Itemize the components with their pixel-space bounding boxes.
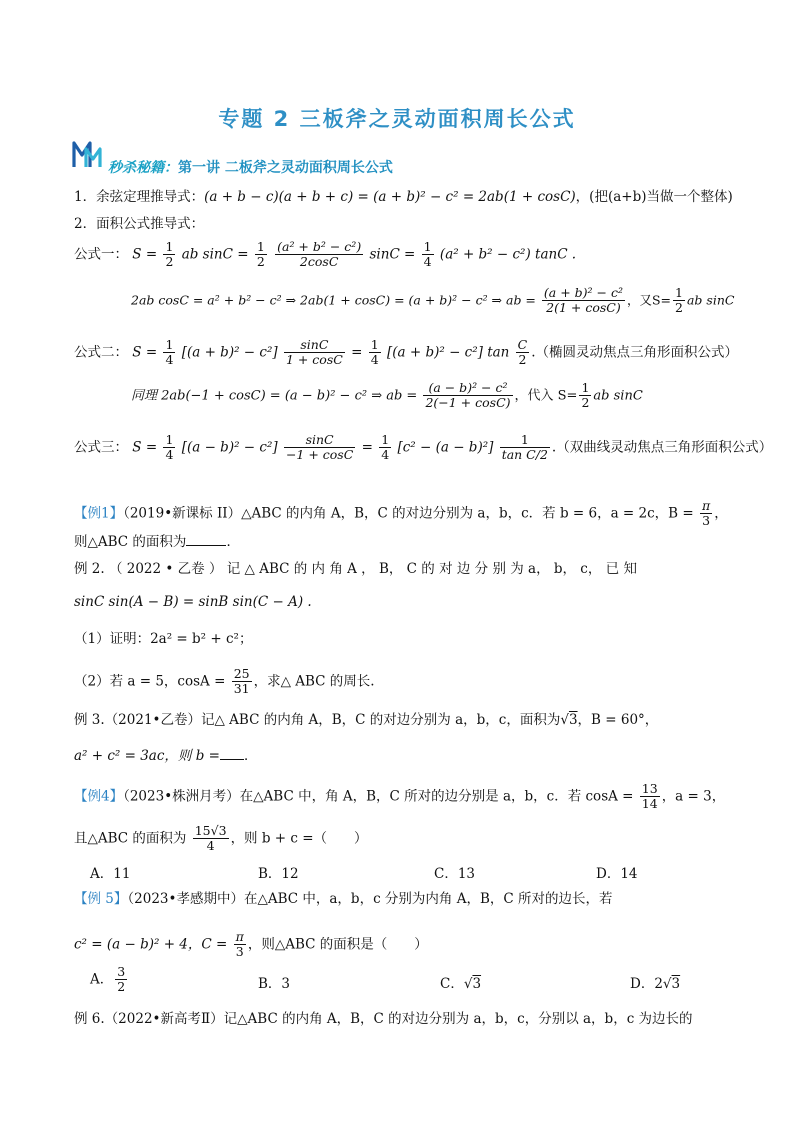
- fraction: [640, 782, 660, 812]
- punct: ．: [243, 748, 258, 764]
- numerator: 1: [675, 285, 683, 300]
- option-label: A．: [90, 971, 114, 988]
- note: .（椭圆灵动焦点三角形面积公式）: [531, 344, 739, 361]
- numerator: 1: [370, 337, 379, 352]
- formula-two: [74, 338, 738, 368]
- denominator: 14: [641, 796, 658, 812]
- sqrt: √3: [560, 712, 578, 728]
- numerator: 1: [423, 239, 432, 254]
- fraction: [700, 499, 712, 529]
- fraction: [542, 286, 625, 316]
- option-c[interactable]: C．√3: [440, 976, 482, 992]
- numerator: 1: [165, 337, 174, 352]
- denominator: 4: [381, 447, 390, 463]
- denominator: 31: [233, 681, 250, 697]
- denominator: 3: [235, 944, 244, 960]
- denominator: tan C/2: [501, 447, 548, 463]
- denominator: −1 + cosC: [285, 447, 354, 463]
- punct: ，: [714, 505, 728, 522]
- question-text: ，则△ABC 的面积是（ ）: [247, 936, 428, 953]
- page-title: 专题 2 三板斧之灵动面积周长公式: [218, 107, 576, 131]
- denominator: 2: [581, 395, 590, 411]
- fraction: [234, 930, 246, 960]
- fraction: [673, 286, 685, 316]
- question-text: c² = (a − b)² + 4，C =: [74, 936, 228, 953]
- denominator: 4: [370, 352, 379, 368]
- question-text: （2）若 a = 5，cosA =: [74, 673, 226, 690]
- question-text: ，B = 60°，: [577, 712, 659, 728]
- numerator: sinC: [284, 338, 345, 353]
- denominator: 2(−1 + cosC): [425, 395, 511, 411]
- example-3-line1: [74, 714, 658, 728]
- example-5-line1: [74, 893, 613, 907]
- radicand: 3: [671, 976, 681, 992]
- numerator: 1: [165, 239, 174, 254]
- fraction: [284, 338, 345, 368]
- fraction: [115, 965, 127, 995]
- section-subtitle: [108, 157, 393, 177]
- option-b[interactable]: B．12: [258, 866, 299, 882]
- math: =: [351, 344, 363, 361]
- question-text: （2023•株洲月考）在△ABC 中，角 A，B，C 所对的边分别是 a，b，c．若 cosA =: [123, 788, 634, 805]
- numerator: π: [702, 498, 711, 513]
- option-d[interactable]: D．14: [596, 866, 638, 882]
- option-a[interactable]: [90, 965, 129, 995]
- question-text: ，a = 3，: [661, 788, 726, 805]
- example-tag: 【例1】: [74, 505, 124, 522]
- question-text: 例 3.（2021•乙卷）记△ ABC 的内角 A，B，C 的对边分别为 a，b，c，面积为: [74, 712, 561, 728]
- math: S =: [132, 344, 158, 361]
- formula-one: [74, 240, 576, 270]
- fraction: [163, 433, 175, 463]
- fraction: [232, 667, 252, 697]
- numerator: 3: [117, 964, 126, 979]
- item-area-derivation: 2．面积公式推导式：: [74, 216, 205, 232]
- fraction: [163, 240, 175, 270]
- math: [(a + b)² − c²]: [181, 344, 278, 361]
- answer-blank[interactable]: [186, 533, 226, 546]
- numerator: π: [235, 929, 244, 944]
- denominator: 4: [165, 447, 174, 463]
- denominator: 4: [165, 352, 174, 368]
- example-3-line2: [74, 747, 257, 764]
- math: 同理 2ab(−1 + cosC) = (a − b)² − c² ⇒ ab =: [131, 388, 418, 404]
- option-c[interactable]: C．13: [434, 866, 476, 882]
- formula-label: 公式三：: [74, 439, 128, 456]
- denominator: 2: [256, 254, 265, 270]
- option-b[interactable]: B．3: [258, 976, 291, 992]
- radicand: 3: [568, 712, 578, 728]
- formula-label: 公式一：: [74, 246, 128, 263]
- punct: ．: [226, 534, 240, 550]
- question-text: a² + c² = 3ac，则 b =: [74, 748, 220, 764]
- numerator: 1: [381, 432, 390, 447]
- text: ，又S=: [626, 292, 672, 308]
- example-5-line2: [74, 930, 428, 960]
- numerator: (a − b)² − c²: [423, 381, 512, 396]
- math: S =: [132, 439, 158, 456]
- denominator: 1 + cosC: [285, 352, 343, 368]
- numerator: 1: [256, 239, 265, 254]
- denominator: 2(1 + cosC): [546, 300, 621, 316]
- answer-blank[interactable]: [220, 747, 244, 760]
- denominator: 3: [702, 513, 711, 529]
- fraction: [163, 338, 175, 368]
- question-text: 则△ABC 的面积为: [74, 534, 187, 550]
- math: S =: [132, 246, 158, 263]
- numerator: 1: [581, 380, 590, 395]
- question-text: ，求△ ABC 的周长.: [253, 673, 375, 690]
- item-cosine-derivation: [74, 191, 733, 205]
- question-text: （2023•孝感期中）在△ABC 中，a，b，c 分别为内角 A，B，C 所对的边长，若: [127, 891, 613, 907]
- denominator: 4: [206, 838, 215, 854]
- numerator: 1: [165, 432, 174, 447]
- formula-label: 公式二：: [74, 344, 128, 361]
- subtitle-text: 第一讲 二板斧之灵动面积周长公式: [178, 160, 393, 176]
- math: ab sinC: [593, 388, 643, 404]
- numerator: 1: [500, 433, 550, 448]
- denominator: 2: [117, 979, 126, 995]
- math: sinC =: [369, 246, 416, 263]
- example-tag: 【例4】: [74, 788, 124, 805]
- fraction: [579, 381, 591, 411]
- example-6-line1: 例 6.（2022•新高考Ⅱ）记△ABC 的内角 A，B，C 的对边分别为 a，b，c，分别以 a，b，c 为边长的: [74, 1011, 693, 1027]
- math: [c² − (a − b)²]: [397, 439, 494, 456]
- math: 2ab cosC = a² + b² − c² ⇒ 2ab(1 + cosC) = (a + b)² − c² ⇒ ab =: [131, 292, 536, 308]
- formula: (a + b − c)(a + b + c) = (a + b)² − c² = 2ab(1 + cosC): [204, 189, 576, 205]
- example-2-line2: sinC sin(A − B) = sinB sin(C − A) .: [74, 594, 312, 610]
- fraction: [193, 824, 229, 854]
- example-tag: 【例 5】: [74, 891, 128, 907]
- text: ，代入 S=: [514, 388, 578, 404]
- numerator: C: [517, 337, 528, 352]
- fraction: [379, 433, 391, 463]
- option-d[interactable]: D．2√3: [630, 976, 681, 992]
- item-label: 1．余弦定理推导式：: [74, 189, 205, 205]
- fraction: [423, 381, 512, 411]
- math: [(a + b)² − c²] tan: [386, 344, 510, 361]
- derivation-one: [131, 286, 734, 316]
- numerator: sinC: [284, 433, 355, 448]
- example-2-line1: 例 2. （ 2022 • 乙卷 ） 记 △ ABC 的 内 角 A ， B， C 的 对 边 分 别 为 a， b， c， 已 知: [74, 561, 637, 577]
- denominator: 4: [423, 254, 432, 270]
- fraction: [275, 240, 363, 270]
- question-text: 且△ABC 的面积为: [74, 830, 187, 847]
- math: (a² + b² − c²) tanC .: [439, 246, 577, 263]
- denominator: 2: [675, 300, 683, 316]
- example-4-line2: [74, 824, 368, 854]
- example-2-q2: [74, 667, 375, 697]
- option-label: D．2: [630, 976, 663, 992]
- fraction: [422, 240, 434, 270]
- example-1-line1: [74, 499, 728, 529]
- note: .（双曲线灵动焦点三角形面积公式）: [551, 439, 773, 456]
- denominator: 2: [165, 254, 174, 270]
- numerator: 25: [233, 666, 250, 681]
- math: [(a − b)² − c²]: [181, 439, 278, 456]
- fraction: [284, 433, 355, 463]
- example-2-q1: （1）证明：2a² = b² + c²；: [74, 631, 253, 647]
- math: ab sinC =: [181, 246, 249, 263]
- mm-logo-icon: [72, 139, 104, 169]
- numerator: (a + b)² − c²: [543, 285, 623, 300]
- question-text: ，则 b + c =（ ）: [230, 830, 368, 847]
- radicand: 3: [472, 976, 482, 992]
- fraction: [255, 240, 267, 270]
- option-a[interactable]: A．11: [90, 866, 131, 882]
- example-4-line1: [74, 782, 725, 812]
- example-1-line2: [74, 533, 240, 550]
- formula-three: [74, 433, 772, 463]
- fraction: [500, 433, 550, 463]
- subtitle-highlight: 秒杀秘籍：: [108, 160, 178, 176]
- denominator: 2cosC: [299, 254, 339, 270]
- numerator: 15√3: [194, 823, 227, 838]
- numerator: (a² + b² − c²): [277, 239, 362, 254]
- fraction: [369, 338, 381, 368]
- fraction: [516, 338, 530, 368]
- denominator: 2: [518, 352, 527, 368]
- derivation-two: [131, 381, 643, 411]
- question-text: （2019•新课标 II）△ABC 的内角 A，B，C 的对边分别为 a，b，c．若 b = 6，a = 2c，B =: [123, 505, 694, 522]
- math: =: [361, 439, 373, 456]
- math: ab sinC: [686, 292, 735, 308]
- note: ，(把(a+b)当做一个整体): [575, 189, 733, 205]
- numerator: 13: [641, 781, 658, 796]
- option-label: C．: [440, 976, 464, 992]
